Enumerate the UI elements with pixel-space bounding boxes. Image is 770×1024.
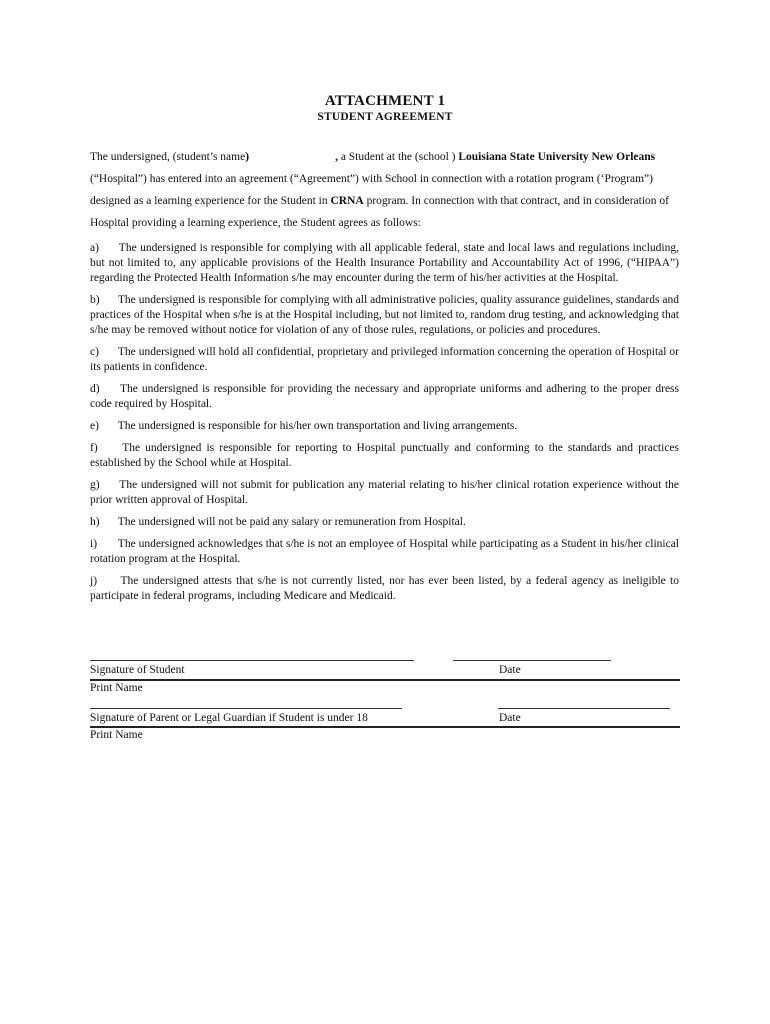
intro-text-2: a Student at the (school ) (337, 151, 459, 163)
clause-text: The undersigned will not be paid any salary or remuneration from Hospital. (117, 516, 466, 528)
clause-e (90, 419, 679, 434)
clause-label: a) (90, 242, 99, 254)
document-title: ATTACHMENT 1 (324, 93, 446, 109)
intro-text-1: The undersigned, (student’s name (90, 151, 246, 163)
clause-label: j) (90, 575, 98, 587)
clause-label: i) (90, 538, 98, 550)
intro-comma: , (335, 151, 338, 163)
guardian-date-line[interactable] (498, 708, 670, 709)
student-date-line[interactable] (453, 660, 611, 661)
student-signature-line[interactable] (90, 660, 414, 661)
clause-h (90, 515, 679, 530)
document-subtitle: STUDENT AGREEMENT (317, 111, 453, 123)
clause-j (90, 574, 679, 604)
clause-a (90, 241, 679, 286)
intro-text-3: (“Hospital”) has entered into an agreement (“Agreement”) with School in connection with a rotation program (‘Program”) designed as a learning experience for the Student in (90, 173, 653, 207)
clause-c (90, 345, 679, 375)
clause-text: The undersigned is responsible for reporting to Hospital punctually and conforming to the standards and practices established by the School while at Hospital. (90, 442, 680, 469)
clause-text: The undersigned is responsible for providing the necessary and appropriate uniforms and adhering to the proper dress code required by Hospital. (90, 383, 680, 410)
clause-label: g) (90, 479, 100, 491)
clause-label: d) (90, 383, 100, 395)
student-signature-label: Signature of Student (90, 664, 185, 676)
clause-text: The undersigned acknowledges that s/he is not an employee of Hospital while participating as a Student in his/her clinical rotation program at the Hospital. (90, 538, 679, 565)
divider-rule (90, 726, 680, 728)
clause-f (90, 441, 679, 471)
clause-label: b) (90, 294, 100, 306)
clause-text: The undersigned attests that s/he is not currently listed, nor has ever been listed, by a federal agency as ineligible to participate in federal programs, including Medicare and Medicaid. (90, 575, 679, 602)
divider-rule (90, 679, 680, 681)
program-name: CRNA (330, 195, 364, 207)
clause-i (90, 537, 679, 567)
intro-paragraph (90, 146, 680, 234)
clause-text: The undersigned will not submit for publication any material relating to his/her clinical rotation experience without the prior written approval of Hospital. (90, 479, 680, 506)
clause-label: e) (90, 420, 99, 432)
clause-label: f) (90, 442, 98, 454)
student-date-label: Date (499, 664, 521, 676)
clause-list (90, 241, 679, 611)
guardian-date-label: Date (499, 712, 521, 724)
clause-text: The undersigned is responsible for complying with all administrative policies, quality assurance guidelines, standards and practices of the Hospital when s/he is at the Hospital including, but not limited to, random drug testing, and acknowledging that s/he may be removed without notice for violation of any of those rules, regulations, or policies and procedures. (90, 294, 679, 336)
guardian-signature-label: Signature of Parent or Legal Guardian if Student is under 18 (90, 712, 368, 724)
clause-text: The undersigned will hold all confidential, proprietary and privileged information concerning the operation of Hospital or its patients in confidence. (90, 346, 679, 373)
intro-paren-close: ) (245, 151, 250, 163)
clause-text: The undersigned is responsible for complying with all applicable federal, state and local laws and regulations including, but not limited to, any applicable provisions of the Health Insurance Portability and Accountability Act of 1996, (“HIPAA”) regarding the Protected Health Information s/he may encounter during the term of his/her activities at the Hospital. (90, 242, 680, 284)
print-name-label: Print Name (90, 682, 143, 694)
clause-b (90, 293, 679, 338)
clause-label: h) (90, 516, 100, 528)
intro-text-4: program. In connection with that contract, and in consideration of Hospital providing a learning experience, the Student agrees as follows: (90, 195, 669, 229)
clause-d (90, 382, 679, 412)
school-name: Louisiana State University New Orleans (458, 151, 656, 163)
clause-label: c) (90, 346, 99, 358)
clause-g (90, 478, 679, 508)
clause-text: The undersigned is responsible for his/her own transportation and living arrangements. (117, 420, 518, 432)
guardian-signature-line[interactable] (90, 708, 402, 709)
print-name-label: Print Name (90, 729, 143, 741)
